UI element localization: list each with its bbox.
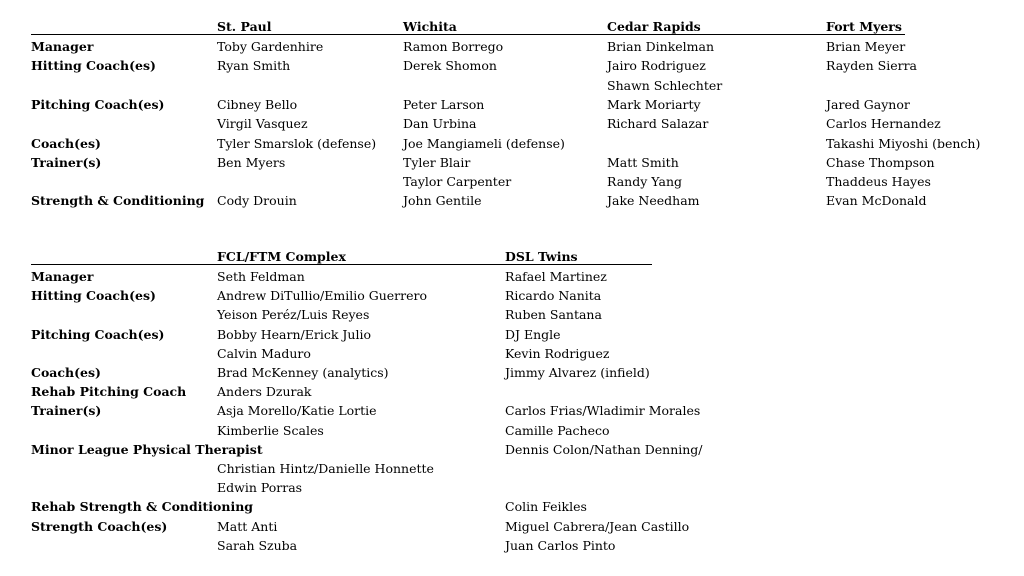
staff-name: DJ Engle	[505, 326, 561, 342]
column-header-fort-myers: Fort Myers	[826, 19, 902, 34]
staff-name: Cody Drouin	[217, 193, 297, 209]
staff-name: Toby Gardenhire	[217, 39, 324, 54]
staff-name: Yeison Peréz/Luis Reyes	[217, 307, 370, 323]
row-label-strength-conditioning: Strength & Conditioning	[31, 193, 205, 209]
column-header-cedar-rapids: Cedar Rapids	[607, 19, 701, 34]
staff-name: Anders Dzurak	[217, 384, 312, 400]
staff-name: Rayden Sierra	[826, 58, 917, 74]
staff-name: Peter Larson	[403, 96, 485, 112]
staff-name: Thaddeus Hayes	[826, 174, 931, 190]
row-label-strength-coach-es: Strength Coach(es)	[31, 518, 168, 534]
staff-name: Virgil Vasquez	[217, 116, 308, 132]
staff-name: Matt Anti	[217, 518, 278, 534]
column-header-st-paul: St. Paul	[217, 19, 272, 34]
row-label-coach-es: Coach(es)	[31, 135, 101, 151]
staff-name: Dennis Colon/Nathan Denning/	[505, 441, 703, 457]
staff-name: Brad McKenney (analytics)	[217, 365, 389, 380]
staff-name: Jared Gaynor	[826, 96, 910, 112]
table1-header-rule	[31, 34, 905, 35]
staff-name: Sarah Szuba	[217, 537, 298, 553]
staff-name: Calvin Maduro	[217, 345, 311, 361]
row-label-rehab-pitching-coach: Rehab Pitching Coach	[31, 384, 187, 400]
staff-name: Matt Smith	[607, 154, 679, 170]
row-label-minor-league-physical-therapist: Minor League Physical Therapist	[31, 441, 263, 457]
staff-name: Jake Needham	[607, 193, 700, 209]
staff-name: Shawn Schlechter	[607, 77, 723, 93]
staff-name: Seth Feldman	[217, 269, 305, 284]
column-header-wichita: Wichita	[403, 19, 457, 34]
staff-name: Edwin Porras	[217, 480, 303, 496]
staff-name: Camille Pacheco	[505, 422, 610, 438]
staff-name: Evan McDonald	[826, 193, 927, 209]
row-label-trainer-s: Trainer(s)	[31, 154, 102, 170]
row-label-pitching-coach-es: Pitching Coach(es)	[31, 326, 165, 342]
staff-name: Tyler Blair	[403, 154, 471, 170]
staff-name: Chase Thompson	[826, 154, 935, 170]
row-label-trainer-s: Trainer(s)	[31, 403, 102, 419]
staff-name: Derek Shomon	[403, 58, 497, 74]
staff-name: Carlos Frias/Wladimir Morales	[505, 403, 701, 419]
staff-name: Cibney Bello	[217, 96, 298, 112]
staff-name: Jimmy Alvarez (infield)	[505, 365, 650, 380]
column-header-dsl-twins: DSL Twins	[505, 249, 578, 264]
staff-name: Brian Meyer	[826, 39, 906, 54]
staff-name: Tyler Smarslok (defense)	[217, 135, 377, 151]
row-label-coach-es: Coach(es)	[31, 365, 101, 380]
row-label-manager: Manager	[31, 39, 94, 54]
staff-name: John Gentile	[403, 193, 482, 209]
staff-name: Jairo Rodriguez	[607, 58, 706, 74]
staff-name: Taylor Carpenter	[403, 174, 512, 190]
row-label-pitching-coach-es: Pitching Coach(es)	[31, 96, 165, 112]
staff-name: Carlos Hernandez	[826, 116, 941, 132]
staff-name: Colin Feikles	[505, 499, 587, 515]
staff-name: Andrew DiTullio/Emilio Guerrero	[217, 288, 428, 304]
row-label-manager: Manager	[31, 269, 94, 284]
column-header-fcl-ftm-complex: FCL/FTM Complex	[217, 249, 346, 264]
staff-name: Ben Myers	[217, 154, 286, 170]
staff-name: Takashi Miyoshi (bench)	[826, 135, 981, 151]
staff-name: Rafael Martinez	[505, 269, 607, 284]
staff-name: Bobby Hearn/Erick Julio	[217, 326, 371, 342]
staff-name: Dan Urbina	[403, 116, 477, 132]
staff-name: Christian Hintz/Danielle Honnette	[217, 461, 434, 476]
table2-header-rule	[31, 264, 652, 265]
staff-name: Randy Yang	[607, 174, 683, 190]
row-label-rehab-strength-conditioning: Rehab Strength & Conditioning	[31, 499, 254, 515]
staff-name: Asja Morello/Katie Lortie	[217, 403, 377, 419]
staff-name: Brian Dinkelman	[607, 39, 715, 54]
staff-name: Kevin Rodriguez	[505, 345, 610, 361]
staff-name: Ruben Santana	[505, 307, 602, 323]
staff-name: Joe Mangiameli (defense)	[403, 135, 565, 151]
staff-name: Ryan Smith	[217, 58, 291, 74]
staff-name: Miguel Cabrera/Jean Castillo	[505, 518, 690, 534]
row-label-hitting-coach-es: Hitting Coach(es)	[31, 58, 156, 74]
staff-name: Richard Salazar	[607, 116, 709, 132]
staff-name: Mark Moriarty	[607, 96, 701, 112]
row-label-hitting-coach-es: Hitting Coach(es)	[31, 288, 156, 304]
staff-name: Kimberlie Scales	[217, 422, 324, 438]
staff-name: Ramon Borrego	[403, 39, 504, 54]
staff-name: Juan Carlos Pinto	[505, 537, 616, 553]
staff-name: Ricardo Nanita	[505, 288, 602, 304]
